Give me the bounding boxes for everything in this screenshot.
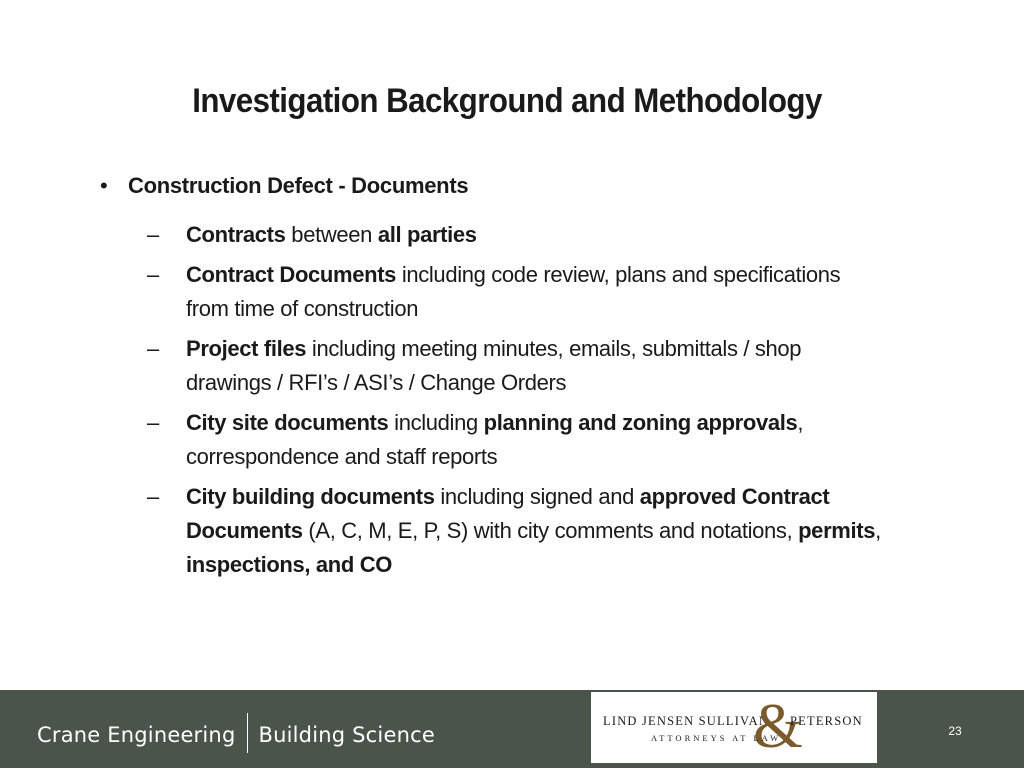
sub-item-city-building-documents xyxy=(147,480,920,582)
logo-tagline: ATTORNEYS AT LAW xyxy=(651,733,782,743)
brand-divider xyxy=(247,713,248,753)
plain-text: including signed and xyxy=(434,484,640,509)
sub-item-contracts xyxy=(147,218,920,252)
bold-term: inspections, and CO xyxy=(186,552,393,577)
brand-division: Building Science xyxy=(258,723,435,747)
bold-term: permits xyxy=(798,518,876,543)
plain-text: including code review, plans and specifications from time of construction xyxy=(186,262,841,321)
dash-marker: – xyxy=(147,222,159,247)
dash-marker: – xyxy=(147,262,159,287)
plain-text: between xyxy=(285,222,378,247)
bold-term: planning and zoning approvals xyxy=(483,410,798,435)
slide-title: Investigation Background and Methodology xyxy=(192,82,822,120)
logo-last-name: PETERSON xyxy=(790,714,863,728)
bold-term: Project files xyxy=(186,336,307,361)
bullet-label: Construction Defect - Documents xyxy=(128,173,469,198)
ampersand-icon: & xyxy=(753,690,803,761)
sub-item-text xyxy=(186,332,886,400)
dash-marker: – xyxy=(147,410,159,435)
slide-content xyxy=(100,170,920,582)
bold-term: Contract Documents xyxy=(186,262,397,287)
bullet-marker: • xyxy=(100,173,108,198)
sub-item-city-site-documents xyxy=(147,406,920,474)
bold-term: approved Contract Documents xyxy=(186,484,830,543)
crane-engineering-logo xyxy=(37,716,435,756)
bold-term: all parties xyxy=(377,222,477,247)
sub-item-contract-documents xyxy=(147,258,920,326)
sub-item-text xyxy=(186,406,886,474)
bold-term: Contracts xyxy=(186,222,286,247)
dash-marker: – xyxy=(147,484,159,509)
plain-text: (A, C, M, E, P, S) with city comments and notations, xyxy=(302,518,799,543)
law-firm-logo xyxy=(591,692,877,763)
brand-name: Crane Engineering xyxy=(37,723,236,747)
plain-text: including meeting minutes, emails, submittals / shop drawings / RFI’s / ASI’s / Change Orders xyxy=(186,336,802,395)
page-number: 23 xyxy=(948,724,962,738)
dash-marker: – xyxy=(147,336,159,361)
bullet-construction-defect xyxy=(100,170,920,202)
sub-item-project-files xyxy=(147,332,920,400)
bold-term: City building documents xyxy=(186,484,435,509)
sub-item-text xyxy=(186,480,886,582)
plain-text: including xyxy=(388,410,484,435)
plain-text: , xyxy=(875,518,881,543)
sub-item-text xyxy=(186,258,886,326)
plain-text: , correspondence and staff reports xyxy=(186,410,804,469)
logo-names: LIND JENSEN SULLIVAN xyxy=(603,714,770,728)
bold-term: City site documents xyxy=(186,410,389,435)
footer-bar xyxy=(0,690,1024,768)
sub-item-text xyxy=(186,218,886,252)
